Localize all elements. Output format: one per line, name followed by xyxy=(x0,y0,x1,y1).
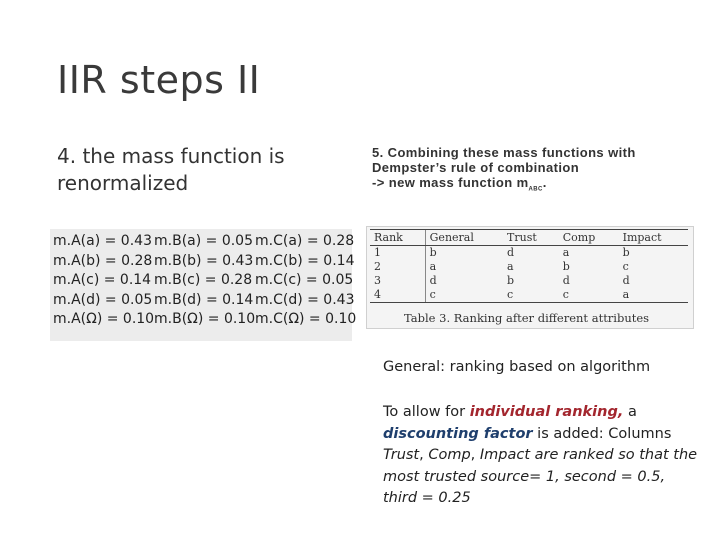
mass-value-c-omega: m.C(Ω) = 0.10 xyxy=(255,311,357,327)
mass-value-b-b: m.B(b) = 0.43 xyxy=(154,252,254,269)
table-cell: c xyxy=(559,288,619,303)
mass-value-b-omega: m.B(Ω) = 0.10 xyxy=(154,311,256,327)
table-cell: b xyxy=(622,246,630,259)
mass-value-a-a: m.A(a) = 0.43 xyxy=(53,233,152,249)
trust-term: Trust xyxy=(383,447,420,463)
table-cell: a xyxy=(507,260,514,273)
discount-paragraph xyxy=(383,402,703,510)
step-5-line-1: 5. Combining these mass functions with Dempster’s rule of combination xyxy=(372,145,636,175)
table-cell: d xyxy=(425,274,503,288)
table-cell: 4 xyxy=(370,288,425,303)
table-cell: c xyxy=(503,288,559,303)
table-row xyxy=(370,274,688,288)
header-impact: Impact xyxy=(619,230,688,246)
step-5-line-2-suffix: . xyxy=(542,175,547,190)
mass-value-a-b: m.A(b) = 0.28 xyxy=(53,252,153,269)
ranking-table xyxy=(370,229,688,303)
table-caption: Table 3. Ranking after different attributes xyxy=(404,311,650,325)
table-cell: b xyxy=(562,260,570,273)
mass-function-column-a xyxy=(53,232,154,330)
table-cell: d xyxy=(622,274,630,287)
table-cell: d xyxy=(562,274,570,287)
general-note: General: ranking based on algorithm xyxy=(383,359,651,375)
mass-function-column-c xyxy=(255,232,356,330)
table-cell: 3 xyxy=(374,274,381,287)
comp-term: Comp xyxy=(428,447,471,463)
individual-ranking-emphasis: individual ranking, xyxy=(469,404,624,420)
mass-value-b-c: m.B(c) = 0.28 xyxy=(154,272,253,288)
step-5-line-2-prefix: -> new mass function m xyxy=(372,175,529,190)
mass-value-c-c: m.C(c) = 0.05 xyxy=(255,272,354,288)
discount-text-4: , xyxy=(419,447,429,463)
mass-value-b-d: m.B(d) = 0.14 xyxy=(154,291,254,308)
header-general: General xyxy=(425,230,503,246)
table-cell: 2 xyxy=(374,260,381,273)
mass-value-b-a: m.B(a) = 0.05 xyxy=(154,233,253,249)
table-cell: a xyxy=(619,288,688,303)
mass-value-a-omega: m.A(Ω) = 0.10 xyxy=(53,311,155,327)
table-cell: c xyxy=(622,260,629,273)
header-trust: Trust xyxy=(503,230,559,246)
table-row xyxy=(370,246,688,261)
mass-function-column-b xyxy=(154,232,255,330)
step-4-heading: 4. the mass function is renormalized xyxy=(57,144,285,195)
table-cell: b xyxy=(425,246,503,261)
impact-term: Impact are ranked so that the most trusted source= 1, second = 0.5, third = 0.25 xyxy=(383,447,698,506)
ranking-table-header xyxy=(370,230,688,246)
slide-title: IIR steps II xyxy=(57,58,261,102)
discount-text-1: To allow for xyxy=(383,404,470,420)
header-comp: Comp xyxy=(559,230,619,246)
mass-value-c-d: m.C(d) = 0.43 xyxy=(255,291,355,308)
table-cell: c xyxy=(425,288,503,303)
table-cell: a xyxy=(425,260,503,274)
discount-text-5: , xyxy=(470,447,480,463)
table-cell: b xyxy=(507,274,515,287)
step-5-heading xyxy=(372,145,702,198)
mass-value-a-c: m.A(c) = 0.14 xyxy=(53,272,152,288)
discount-text-2: a xyxy=(623,404,637,420)
discounting-factor-emphasis: discounting factor xyxy=(383,425,533,442)
header-rank: Rank xyxy=(370,230,425,246)
mass-value-c-a: m.C(a) = 0.28 xyxy=(255,233,355,249)
table-cell: d xyxy=(507,246,515,259)
step-5-line-2-subscript: ABC xyxy=(528,186,543,193)
table-cell: 1 xyxy=(374,246,381,259)
table-row xyxy=(370,260,688,274)
mass-value-a-d: m.A(d) = 0.05 xyxy=(53,291,153,308)
discount-text-3: is added: Columns xyxy=(532,425,672,442)
table-row xyxy=(370,288,688,303)
mass-value-c-b: m.C(b) = 0.14 xyxy=(255,252,355,269)
table-cell: a xyxy=(562,246,570,259)
